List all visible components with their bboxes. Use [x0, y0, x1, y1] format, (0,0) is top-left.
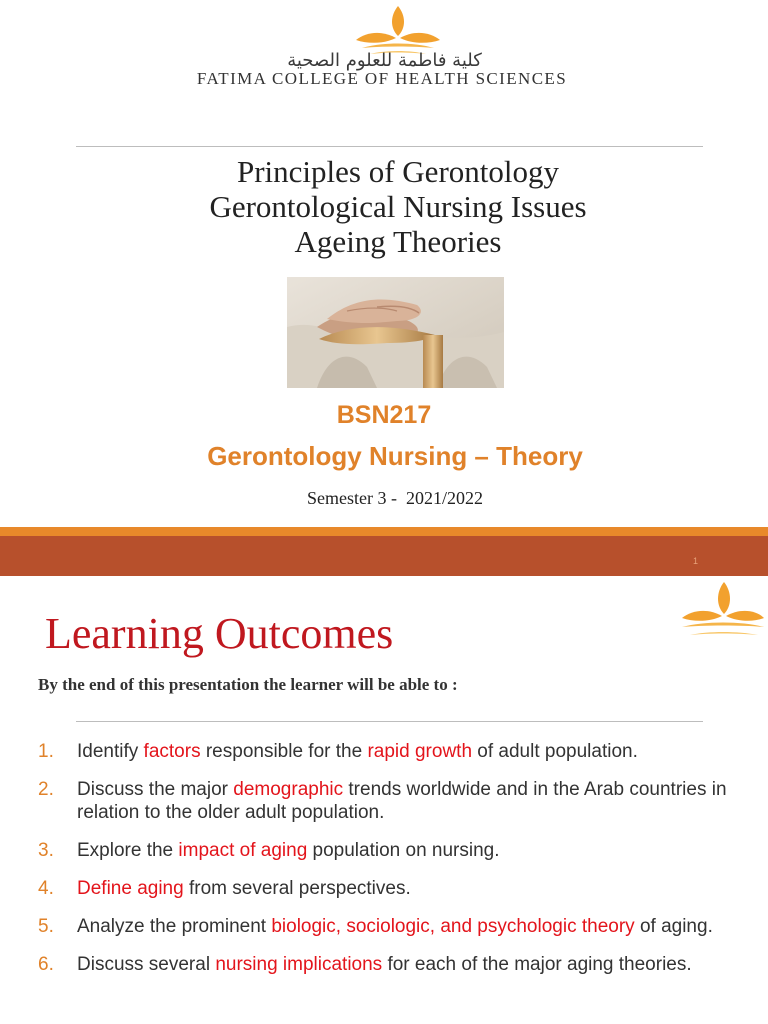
outcome-item: [38, 740, 728, 763]
intro-text: By the end of this presentation the learner will be able to :: [38, 675, 458, 694]
outcome-number: 4.: [38, 878, 54, 899]
title-line: Gerontological Nursing Issues: [209, 189, 587, 224]
outcome-text: Identify: [77, 741, 144, 762]
outcome-number: 6.: [38, 954, 54, 975]
outcome-text: from several perspectives.: [183, 878, 411, 899]
outcome-item: [38, 839, 728, 862]
outcome-number: 5.: [38, 916, 54, 937]
outcome-item: [38, 953, 728, 976]
learning-outcomes-list: [38, 740, 728, 991]
college-name-arabic: كلية فاطمة للعلوم الصحية: [287, 50, 482, 71]
outcome-highlight: biologic, sociologic, and psychologic theory: [271, 916, 635, 937]
outcome-text: of adult population.: [472, 741, 638, 762]
college-name-english: FATIMA COLLEGE OF HEALTH SCIENCES: [196, 69, 568, 88]
outcome-highlight: Define aging: [77, 878, 184, 899]
outcome-item: [38, 778, 728, 824]
outcome-text: Discuss several: [77, 954, 216, 975]
outcome-number: 1.: [38, 741, 54, 762]
divider: [76, 146, 703, 147]
footer-accent-strip: [0, 527, 768, 536]
semester-label: Semester 3 - 2021/2022: [307, 488, 483, 508]
presentation-title: [40, 154, 756, 259]
outcome-highlight: nursing implications: [215, 954, 383, 975]
elderly-hands-on-cane-photo: [287, 277, 504, 388]
outcome-text: Analyze the prominent: [77, 916, 272, 937]
outcome-text: trends worldwide and in the Arab countries in relation to the older adult population.: [77, 779, 727, 823]
lotus-logo-icon: [676, 580, 764, 642]
course-name: Gerontology Nursing – Theory: [207, 441, 583, 471]
outcome-item: [38, 877, 728, 900]
outcome-number: 2.: [38, 779, 54, 800]
outcome-text: population on nursing.: [307, 840, 500, 861]
divider: [76, 721, 703, 722]
title-line: Ageing Theories: [294, 224, 502, 259]
course-code: BSN217: [336, 401, 432, 429]
page-number: 1: [692, 556, 698, 566]
footer-bar: [0, 536, 768, 576]
outcome-highlight: impact of aging: [178, 840, 308, 861]
outcome-text: of aging.: [634, 916, 713, 937]
outcome-text: responsible for the: [200, 741, 368, 762]
slide-title: Learning Outcomes: [45, 609, 394, 658]
outcome-text: Discuss the major: [77, 779, 234, 800]
learning-outcomes-slide: [0, 576, 768, 1024]
title-line: Principles of Gerontology: [236, 154, 559, 189]
outcome-text: for each of the major aging theories.: [382, 954, 692, 975]
outcome-highlight: rapid growth: [367, 741, 473, 762]
outcome-text: Explore the: [77, 840, 179, 861]
outcome-number: 3.: [38, 840, 54, 861]
outcome-highlight: factors: [143, 741, 201, 762]
outcome-item: [38, 915, 728, 938]
outcome-highlight: demographic: [233, 779, 344, 800]
